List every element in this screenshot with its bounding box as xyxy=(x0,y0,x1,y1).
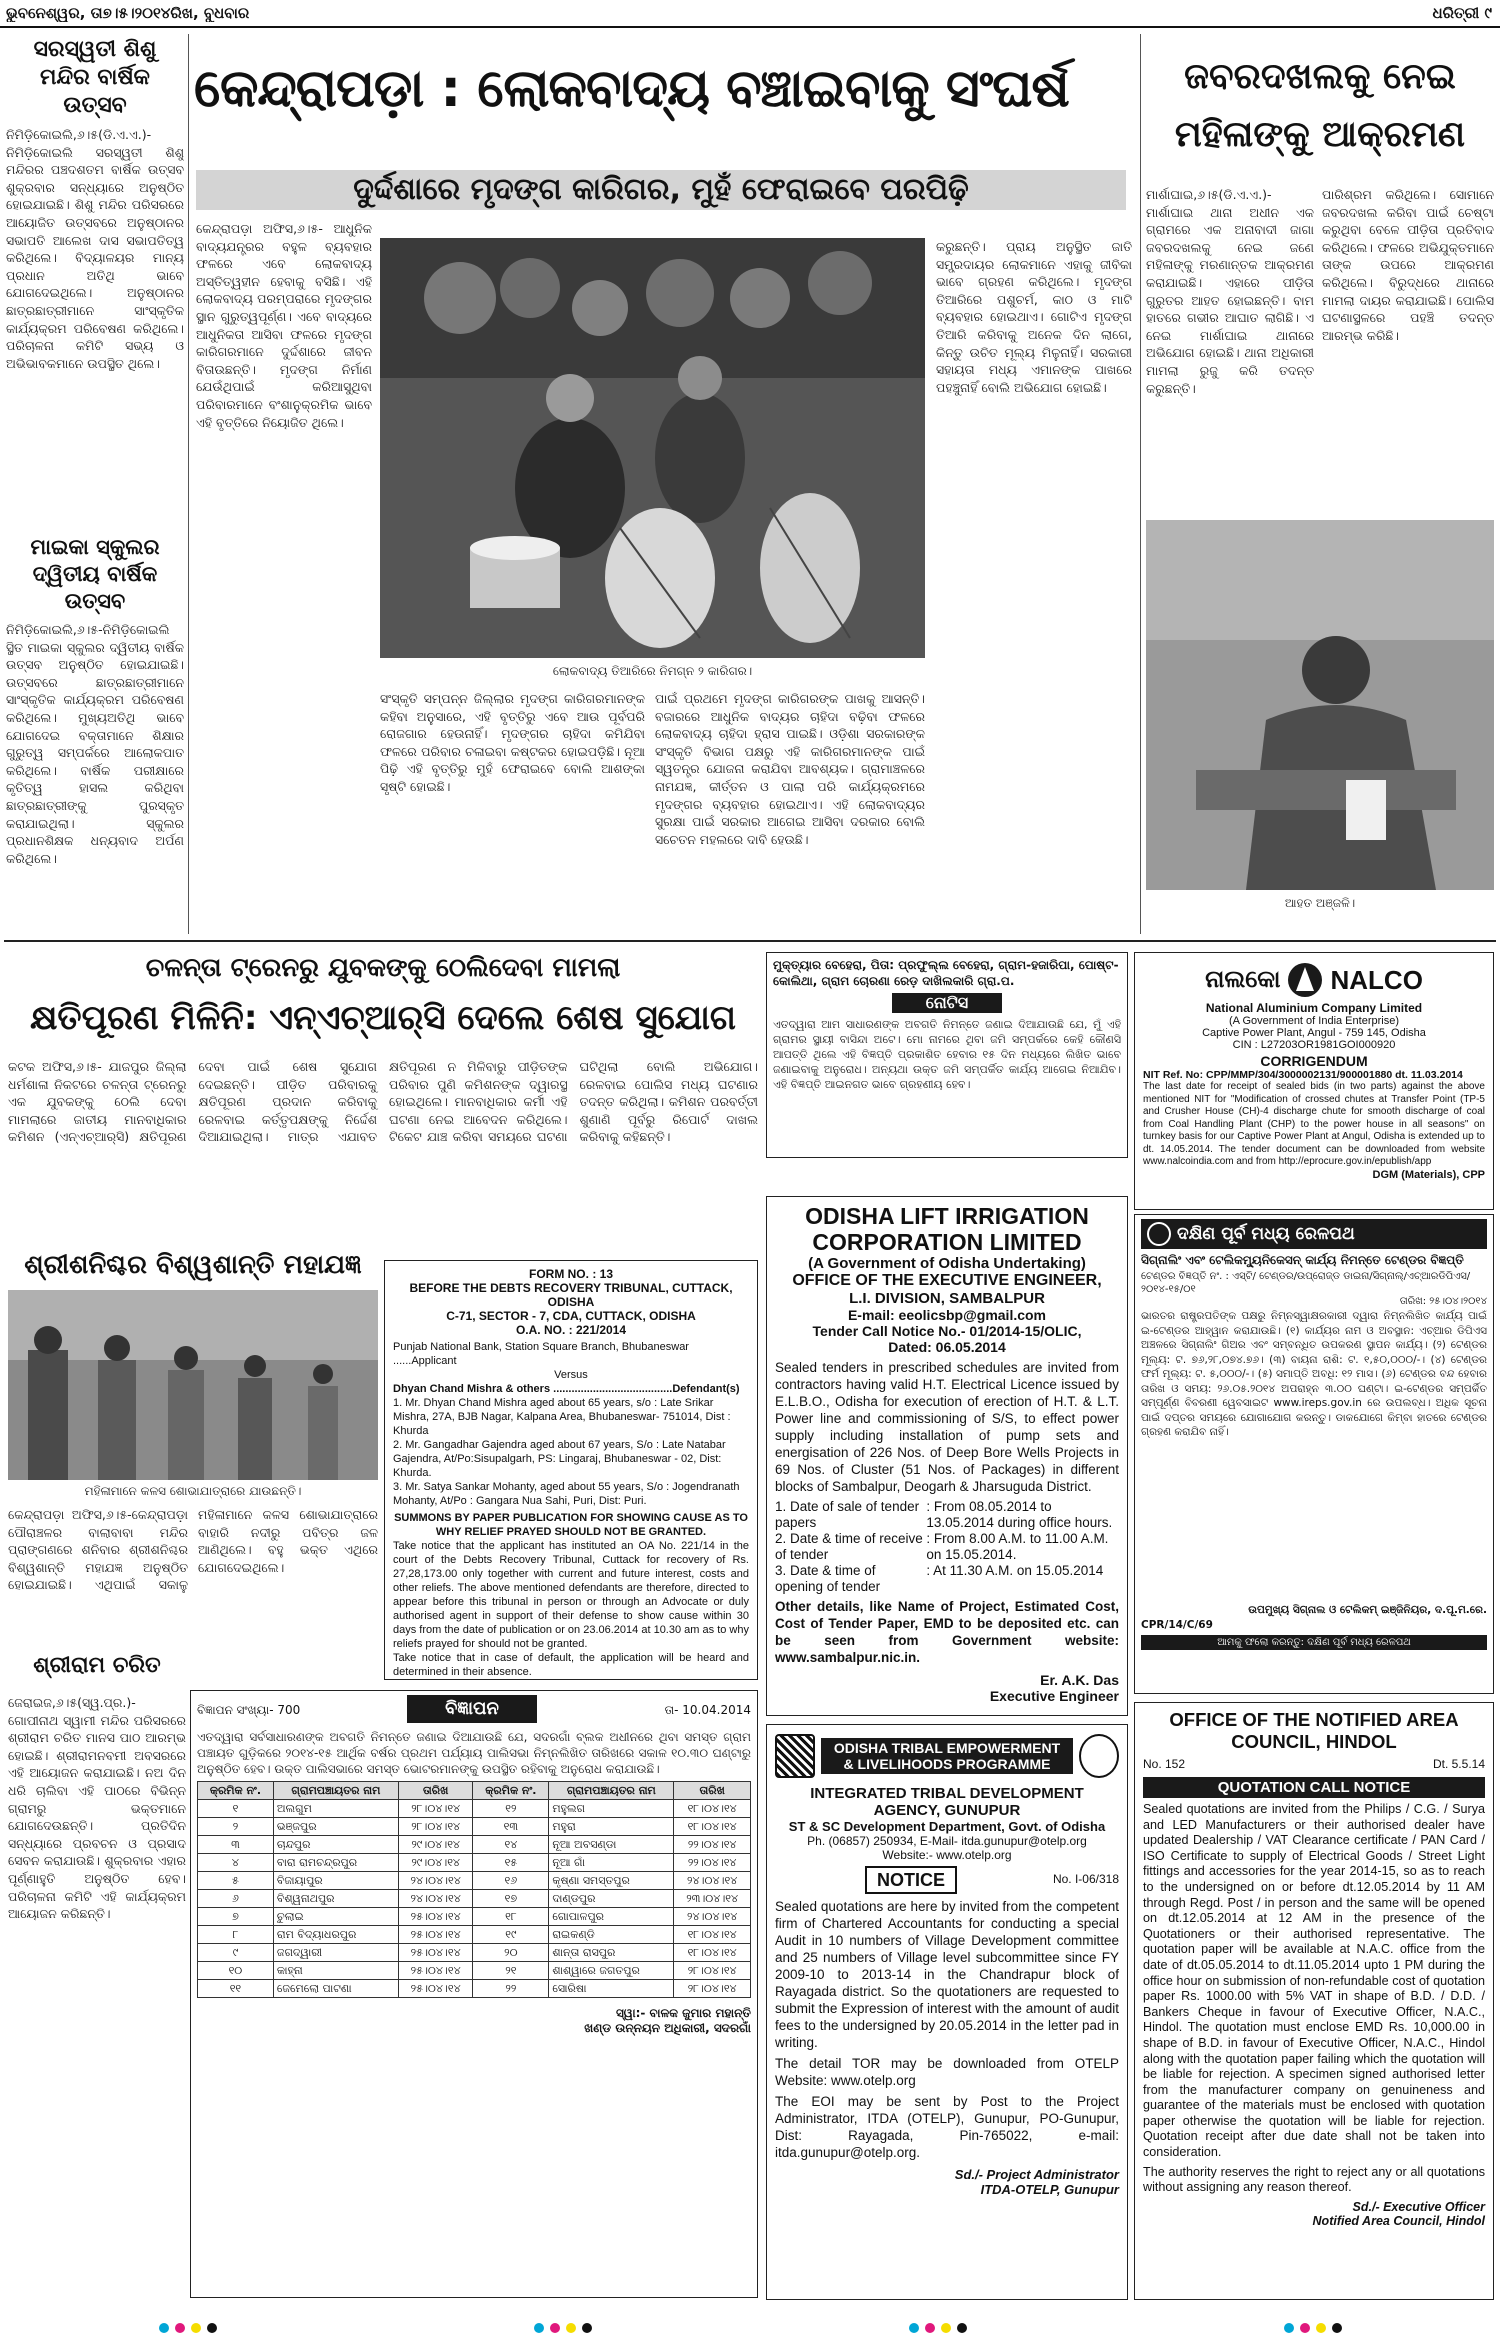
table-cell: ବାରା ରାମଚନ୍ଦ୍ରପୁର xyxy=(273,1854,398,1872)
drt-given xyxy=(393,1679,749,1680)
dateline: ଭୁବନେଶ୍ୱର, ତା୭।୫।୨୦୧୪ରିଖ, ବୁଧବାର xyxy=(6,4,250,22)
railway-subtitle: ସିଗ୍ନାଲିଂ ଏବଂ ଟେଲିକମ୍ୟୁନିକେସନ୍ କାର୍ଯ୍ୟ ନିମନ୍ତେ ଟେଣ୍ଡର ବିଜ୍ଞପ୍ତି xyxy=(1141,1253,1464,1267)
nac-reserve: The authority reserves the right to reject any or all quotations without assigning any reason thereof. xyxy=(1143,2164,1485,2195)
table-header: କ୍ରମିକ ନଂ. xyxy=(473,1782,549,1800)
panchayat-table xyxy=(197,1781,751,1998)
table-cell: ଭଞ୍ଜପୁର xyxy=(273,1818,398,1836)
table-cell: ମହୁରା xyxy=(549,1818,674,1836)
otelp-dept: ST & SC Development Department, Govt. of Odisha xyxy=(788,1819,1106,1834)
table-row xyxy=(198,1926,751,1944)
nalco-sub: (A Government of India Enterprise) xyxy=(1229,1015,1399,1027)
drt-defendant-1: 1. Mr. Dhyan Chand Mishra aged about 65 years, s/o : Late Srikar Mishra, 27A, BJB Nagar, Kalpana Area, Bhubaneswar- 751014, Dist : Khurda xyxy=(393,1397,731,1437)
table-row xyxy=(198,1890,751,1908)
table-cell: ୨ xyxy=(198,1818,274,1836)
oriya-notice-head: ମୁକ୍ତ୍ୟାର ବେହେରା, ପିତା: ପ୍ରଫୁଲ୍ଲ ବେହେରା, ଗ୍ରାମ-ହଜାରିପା, ପୋଷ୍ଟ-କୋଲିଥା, ଗ୍ରାମ ଚୋରଣା ରେଡ଼ ଦାଖିଲକାରି ଗ୍ରା.ପ. xyxy=(773,958,1119,988)
olic-row-label: 3. Date & time of opening of tender xyxy=(775,1563,881,1594)
nac-sign-1: Sd./- Executive Officer xyxy=(1352,2199,1485,2214)
table-cell: ୧୮ xyxy=(473,1908,549,1926)
otelp-agency-2: AGENCY, GUNUPUR xyxy=(873,1802,1021,1819)
nalco-company: National Aluminium Company Limited xyxy=(1205,1001,1423,1015)
drt-notice-text: Take notice that the applicant has instituted an OA No. 221/14 in the court of the Debts Recovery Tribunal, Cuttack for recovery of Rs. 27,28,173.00 only together with current and future interest, costs and other reliefs. The above mentioned defendants are therefore, directed to appear before this tribunal in person or through an Advocate or duly authorised agent in support of their defense to show cause within 30 days from the date of publication or on 23.06.2014 at 10.30 am as to why reliefs prayed for should not be granted. xyxy=(393,1540,749,1650)
table-cell: ସୋରିଷା xyxy=(549,1980,674,1998)
railway-date: ତାରିଖ: ୨୫।୦୪।୨୦୧୪ xyxy=(1399,1296,1487,1307)
lead-headline: କେନ୍ଦ୍ରାପଡ଼ା : ଲୋକବାଦ୍ୟ ବଞ୍ଚାଇବାକୁ ସଂଘର୍ଷ xyxy=(194,59,1069,119)
nalco-brand-hindi: ନାଲକୋ xyxy=(1205,966,1281,993)
table-cell: ରାମ ବିଦ୍ୟାଧରପୁର xyxy=(273,1926,398,1944)
olic-title-2: CORPORATION LIMITED xyxy=(812,1229,1082,1255)
olic-schedule-row xyxy=(775,1563,1119,1595)
advt-date: ତା- 10.04.2014 xyxy=(664,1703,751,1717)
oriya-notice-body: ଏତଦ୍ୱାରା ଆମ ସାଧାରଣଙ୍କ ଅବଗତି ନିମନ୍ତେ ଜଣାଇ ଦିଆଯାଉଛି ଯେ, ମୁଁ ଏହି ଗ୍ରାମର ସ୍ଥାୟୀ ବାସିନ୍ଦା ଅଟେ। ମୋ ନାମରେ ଥିବା ଜମି ସମ୍ପର୍କରେ କେହି କୌଣସି ଆପତ୍ତି ଥିଲେ ଏହି ବିଜ୍ଞପ୍ତି ପ୍ରକାଶିତ ହେବାର ୧୫ ଦିନ ମଧ୍ୟରେ ଲିଖିତ ଭାବେ ଜଣାଇବାକୁ ଅନୁରୋଧ। ଅନ୍ୟଥା ଉକ୍ତ ଜମି ସମ୍ପର୍କିତ କାର୍ଯ୍ୟ ଆଗେଇ ନିଆଯିବ। ଏହି ବିଜ୍ଞପ୍ତି ଆଇନଗତ ଭାବେ ଗ୍ରହଣୀୟ ହେବ। xyxy=(773,1018,1121,1091)
otelp-logo-icon xyxy=(775,1734,815,1778)
yagna-body: କେନ୍ଦ୍ରାପଡ଼ା ଅଫିସ,୬।୫-କେନ୍ଦ୍ରାପଡ଼ା ପୌରାଞ୍ଚଳର ବାଲାବାବା ମନ୍ଦିର ପ୍ରାଙ୍ଗଣରେ ଶନିବାର ଶ୍ରୀଶନିଶ୍ଚର ବିଶ୍ୱଶାନ୍ତି ମହାଯଜ୍ଞ ଅନୁଷ୍ଠିତ ହୋଇଯାଇଛି। ଏଥିପାଇଁ ସକାଳୁ ମହିଳାମାନେ କଳସ ଶୋଭାଯାତ୍ରାରେ ବାହାରି ନଦୀରୁ ପବିତ୍ର ଜଳ ଆଣିଥିଲେ। ବହୁ ଭକ୍ତ ଏଥିରେ ଯୋଗଦେଇଥିଲେ। xyxy=(8,1507,378,1593)
drt-defendant-2: 2. Mr. Gangadhar Gajendra aged about 67 years, S/o : Late Natabar Gajendra, At/Po:Sisupalgarh, PS: Lingaraj, Bhubaneswar - 02, Dist: Khurda. xyxy=(393,1439,726,1479)
right-photo-caption: ଆହତ ଅଞ୍ଜଳି। xyxy=(1284,896,1356,910)
otelp-body: Sealed quotations are here by invited from the competent firm of Chartered Accountants for conducting a special Audit in 10 numbers of Village Development committee and 25 numbers of Village level subcommittee since FY 2009-10 to 2013-14 in the Chandrapur block of Rayagada district. So the quotationers are requested to submit the Expression of interest with the amount of audit fees to the undersigned by 20.05.2014 in the letter pad in writing. xyxy=(775,1899,1119,2050)
olic-dated: Dated: 06.05.2014 xyxy=(888,1339,1006,1355)
table-cell: ଜେମେଲୋ ପାଟଣା xyxy=(273,1980,398,1998)
table-cell: ନୂଆ ଗାଁ xyxy=(549,1854,674,1872)
table-cell: ୮ xyxy=(198,1926,274,1944)
right-body-2: ପାରିଶ୍ରମ କରିଥିଲେ। ସୋମାନେ ଜବରଦଖଲ କରିବା ପାଇଁ ଚେଷ୍ଟା କରୁଥିବା ବେଳେ ପୀଡ଼ିତା ପ୍ରତିବାଦ କରିଥିଲେ। ଫଳରେ ଅଭିଯୁକ୍ତମାନେ ତାଙ୍କ ଉପରେ ଆକ୍ରମଣ କରିଥିଲେ। ବିରୁଦ୍ଧରେ ଥାନାରେ ମାମଲା ଦାୟର କରାଯାଇଛି। ପୋଲିସ ଘଟଣାସ୍ଥଳରେ ପହଞ୍ଚି ତଦନ୍ତ ଆରମ୍ଭ କରିଛି। xyxy=(1322,187,1494,343)
olic-row-value: : From 08.05.2014 to 13.05.2014 during office hours. xyxy=(926,1499,1113,1530)
otelp-title-1: ODISHA TRIBAL EMPOWERMENT xyxy=(833,1740,1061,1756)
table-cell: ୨୪।୦୪।୧୪ xyxy=(398,1890,473,1908)
railway-body: ଭାରତର ରାଷ୍ଟ୍ରପତିଙ୍କ ପକ୍ଷରୁ ନିମ୍ନସ୍ୱାକ୍ଷରକାରୀ ଦ୍ୱାରା ନିମ୍ନଲିଖିତ କାର୍ଯ୍ୟ ପାଇଁ ଇ-ଟେଣ୍ଡର ଆହ୍ୱାନ କରାଯାଉଛି। (୧) କାର୍ଯ୍ୟର ନାମ ଓ ଅବସ୍ଥାନ: ଏଚ୍ଆର ଡିପିଏସ ଅଞ୍ଚଳରେ ସିଗ୍ନାଲିଂ ଗିଅର ଏବଂ ସମ୍ବନ୍ଧିତ ଉପକରଣ ସ୍ଥାପନ କାର୍ଯ୍ୟ। (୨) ଟେଣ୍ଡର ମୂଲ୍ୟ: ଟ. ୭୬,୨୮,୦୭୪.୭୬। (୩) ବାୟନା ରାଶି: ଟ. ୧,୫୦,୦୦୦/-। (୪) ଟେଣ୍ଡର ଫର୍ମ ମୂଲ୍ୟ: ଟ. ୫,୦୦୦/-। (୫) ସମାପ୍ତି ଅବଧି: ୧୨ ମାସ। (୬) ଟେଣ୍ଡର ବନ୍ଦ ହେବାର ତାରିଖ ଓ ସମୟ: ୨୬.୦୫.୨୦୧୪ ଅପରାହ୍ନ ୩.୦୦ ଘଣ୍ଟା। ଇ-ଟେଣ୍ଡର ସମ୍ପର୍କିତ ସମ୍ପୂର୍ଣ୍ଣ ବିବରଣୀ ୱେବସାଇଟ www.ireps.gov.in ରେ ଉପଲବ୍ଧ। ଅଧିକ ସୂଚନା ପାଇଁ ଦପ୍ତର ସମୟରେ ଯୋଗାଯୋଗ କରନ୍ତୁ। ଡାକଯୋଗେ କିମ୍ବା ହାତରେ ଟେଣ୍ଡର ଗ୍ରହଣ କରାଯିବ ନାହିଁ। xyxy=(1141,1310,1487,1438)
otelp-sign-1: Sd./- Project Administrator xyxy=(954,2167,1119,2182)
table-cell: ୧୭ xyxy=(473,1890,549,1908)
story-title-mica: ମାଇକା ସ୍କୁଲର ଦ୍ୱିତୀୟ ବାର୍ଷିକ ଉତ୍ସବ xyxy=(30,535,160,613)
olic-row-label: 1. Date of sale of tender papers xyxy=(775,1499,920,1530)
railway-ref: ଟେଣ୍ଡର ବିଜ୍ଞପ୍ତି ନଂ. : ଏସ୍ଟି/ ଟେଣ୍ଡର/ଉପ୍ରୋଜ୍ଡ ଡାଇନା/ସିଗ୍ନାଲ୍/ଏଚ୍ଆରଡିପିଏସ/୨୦୧୪-୧୫/୦୧ xyxy=(1141,1271,1471,1295)
nac-sign-2: Notified Area Council, Hindol xyxy=(1312,2213,1485,2228)
story-title-saraswati: ସରସ୍ୱତୀ ଶିଶୁ ମନ୍ଦିର ବାର୍ଷିକ ଉତ୍ସବ xyxy=(33,37,157,118)
lead-photo xyxy=(380,238,925,658)
story-body-saraswati: ନିମିଡ଼ିକୋଇଲି,୬।୫(ଡି.ଏ.ଏ.)- ନିମିଡ଼ିକୋଇଲି ସରସ୍ୱତୀ ଶିଶୁ ମନ୍ଦିରର ପଞ୍ଚଦଶତମ ବାର୍ଷିକ ଉତ୍ସବ ଶୁକ୍ରବାର ସନ୍ଧ୍ୟାରେ ଅନୁଷ୍ଠିତ ହୋଇଯାଇଛି। ଶିଶୁ ମନ୍ଦିର ପରିସରରେ ଆୟୋଜିତ ଉତ୍ସବରେ ଅନୁଷ୍ଠାନର ସଭାପତି ଆଲେଖ ଦାସ ସଭାପତିତ୍ୱ କରିଥିଲେ। ବିଦ୍ୟାଳୟର ମାନ୍ୟ ପ୍ରଧାନ ଅତିଥି ଭାବେ ଯୋଗଦେଇଥିଲେ। ଅନୁଷ୍ଠାନର ଛାତ୍ରଛାତ୍ରୀମାନେ ସାଂସ୍କୃତିକ କାର୍ଯ୍ୟକ୍ରମ ପରିବେଷଣ କରିଥିଲେ। ପରିଚାଳନା କମିଟି ସଭ୍ୟ ଓ ଅଭିଭାବକମାନେ ଉପସ୍ଥିତ ଥିଲେ। xyxy=(6,127,184,371)
nac-date: Dt. 5.5.14 xyxy=(1432,1757,1485,1771)
table-cell: ୨୧ xyxy=(473,1962,549,1980)
drt-address: C-71, SECTOR - 7, CDA, CUTTACK, ODISHA xyxy=(446,1309,696,1323)
otelp-contact: Ph. (06857) 250934, E-Mail- itda.gunupur@otelp.org xyxy=(807,1834,1087,1848)
table-cell: ୧୨ xyxy=(473,1800,549,1818)
nac-quotation xyxy=(1134,1702,1494,2300)
olic-tender-no: Tender Call Notice No.- 01/2014-15/OLIC, xyxy=(812,1323,1082,1339)
nac-bar: QUOTATION CALL NOTICE xyxy=(1143,1777,1485,1798)
table-header: ତାରିଖ xyxy=(398,1782,473,1800)
table-row xyxy=(198,1800,751,1818)
table-row xyxy=(198,1836,751,1854)
table-cell: ୨୫।୦୪।୧୪ xyxy=(398,1908,473,1926)
table-cell: ଚାନ୍ଦପୁର xyxy=(273,1836,398,1854)
olic-other: Other details, like Name of Project, Estimated Cost, Cost of Tender Paper, EMD to be deposited etc. can be seen from Government website: www.sambalpur.nic.in. xyxy=(775,1599,1119,1665)
drt-notice xyxy=(384,1260,758,1680)
table-cell: ଶାନ୍ତା ରାସପୁର xyxy=(549,1944,674,1962)
nhrc-headline: କ୍ଷତିପୂରଣ ମିଳିନି: ଏନ୍‌ଏଚ୍‌ଆର୍‌ସି ଦେଲେ ଶେଷ ସୁଯୋଗ xyxy=(29,998,737,1038)
oriya-notice xyxy=(766,952,1128,1158)
drt-versus: Versus xyxy=(554,1369,588,1381)
table-cell: ରାଇକଣ୍ଡି xyxy=(549,1926,674,1944)
table-cell: ୨୮।୦୪।୧୪ xyxy=(398,1818,473,1836)
ramayan-headline: ଶ୍ରୀରାମ ଚରିତ xyxy=(33,1653,161,1678)
advt-signer-title: ଖଣ୍ଡ ଉନ୍ନୟନ ଅଧିକାରୀ, ସଦରଗାଁ xyxy=(584,2021,751,2035)
table-cell: ୨୮।୦୪।୧୪ xyxy=(674,1962,751,1980)
table-cell: ୧୩ xyxy=(473,1818,549,1836)
table-cell: ୪ xyxy=(198,1854,274,1872)
otelp-title-2: & LIVELIHOODS PROGRAMME xyxy=(843,1756,1051,1772)
table-cell: ଜଗଦ୍ୱାରୀ xyxy=(273,1944,398,1962)
lead-subhead: ଦୁର୍ଦ୍ଦଶାରେ ମୃଦଙ୍ଗ କାରିଗର, ମୁହଁ ଫେରାଇବେ ପରପିଢ଼ି xyxy=(196,170,1126,210)
table-cell: ବିଶ୍ୱନାଥପୁର xyxy=(273,1890,398,1908)
table-cell: ୫ xyxy=(198,1872,274,1890)
advt-signer: ସ୍ୱା:- ବାଳକ ଜୁମାର ମହାନ୍ତି xyxy=(615,2006,751,2020)
table-row xyxy=(198,1980,751,1998)
story-body-mica: ନିମିଡ଼ିକୋଇଲି,୬।୫-ନିମିଡ଼ିକୋଇଲି ସ୍ଥିତ ମାଇକା ସ୍କୁଲର ଦ୍ୱିତୀୟ ବାର୍ଷିକ ଉତ୍ସବ ଅନୁଷ୍ଠିତ ହୋଇଯାଇଛି। ଉତ୍ସବରେ ଛାତ୍ରଛାତ୍ରୀମାନେ ସାଂସ୍କୃତିକ କାର୍ଯ୍ୟକ୍ରମ ପରିବେଷଣ କରିଥିଲେ। ମୁଖ୍ୟଅତିଥି ଭାବେ ଯୋଗଦେଇ ବକ୍ତାମାନେ ଶିକ୍ଷାର ଗୁରୁତ୍ୱ ସମ୍ପର୍କରେ ଆଲୋକପାତ କରିଥିଲେ। ବାର୍ଷିକ ପରୀକ୍ଷାରେ କୃତିତ୍ୱ ହାସଲ କରିଥିବା ଛାତ୍ରଛାତ୍ରୀଙ୍କୁ ପୁରସ୍କୃତ କରାଯାଇଥିଲା। ସ୍କୁଲର ପ୍ରଧାନଶିକ୍ଷକ ଧନ୍ୟବାଦ ଅର୍ପଣ କରିଥିଲେ। xyxy=(6,622,184,866)
olic-row-value: : From 8.00 A.M. to 11.00 A.M. on 15.05.2014. xyxy=(926,1531,1109,1562)
table-row xyxy=(198,1818,751,1836)
yagna-photo xyxy=(8,1290,378,1480)
table-cell: ୨୯।୦୪।୧୪ xyxy=(398,1836,473,1854)
advt-body: ଏତଦ୍ୱାରା ସର୍ବସାଧାରଣଙ୍କ ଅବଗତି ନିମନ୍ତେ ଜଣାଇ ଦିଆଯାଉଛି ଯେ, ସଦରଗାଁ ବ୍ଲକ ଅଧୀନରେ ଥିବା ସମସ୍ତ ଗ୍ରାମ ପଞ୍ଚାୟତ ଗୁଡ଼ିକରେ ୨୦୧୪-୧୫ ଆର୍ଥିକ ବର୍ଷର ପ୍ରଥମ ପର୍ଯ୍ୟାୟ ପାଲିସଭା ନିମ୍ନଲିଖିତ ତାରିଖରେ ସକାଳ ୧୦.୩୦ ଘଣ୍ଟାରୁ ଅନୁଷ୍ଠିତ ହେବ। ଉକ୍ତ ପାଲିସଭାରେ ସମସ୍ତ ଭୋଟରମାନଙ୍କୁ ଉପସ୍ଥିତ ରହିବାକୁ ଅନୁରୋଧ କରାଯାଉଛି। xyxy=(197,1730,751,1776)
lead-col-2: ସଂସ୍କୃତି ସମ୍ପନ୍ନ ଜିଲ୍ଲାର ମୃଦଙ୍ଗ କାରିଗରମାନଙ୍କ କହିବା ଅନୁସାରେ, ଏହି ବୃତ୍ତିରୁ ଏବେ ଆଉ ପୂର୍ବପରି ରୋଜଗାର ହେଉନାହିଁ। ମୃଦଙ୍ଗର ଚାହିଦା କମିଯିବା ଫଳରେ ପରିବାର ଚଳାଇବା କଷ୍ଟକର ହୋଇପଡ଼ିଛି। ନୂଆ ପିଢ଼ି ଏହି ବୃତ୍ତିରୁ ମୁହଁ ଫେରାଇବେ ବୋଲି ଆଶଙ୍କା ସୃଷ୍ଟି ହୋଇଛି। xyxy=(380,691,645,794)
table-cell: ୨୫।୦୪।୧୪ xyxy=(398,1962,473,1980)
drt-defendant-3: 3. Mr. Satya Sankar Mohanty, aged about 55 years, S/o : Jogendranath Mohanty, At/Po : Gangara Nua Sahi, Puri, Dist: Puri. xyxy=(393,1481,740,1507)
table-cell: ୯ xyxy=(198,1944,274,1962)
table-cell: ୨୨।୦୪।୧୪ xyxy=(674,1854,751,1872)
table-header: ତାରିଖ xyxy=(674,1782,751,1800)
nalco-brand: NALCO xyxy=(1330,964,1423,995)
nalco-logo-icon xyxy=(1288,963,1322,997)
drum-makers-illustration xyxy=(380,238,925,658)
right-body-1: ମାର୍ଶାଘାଇ,୬।୫(ଡି.ଏ.ଏ.)- ମାର୍ଶାଘାଇ ଥାନା ଅଧୀନ ଏକ ଗ୍ରାମରେ ଏକ ଅନାବାଦୀ ଜାଗା ଜବରଦଖଲକୁ ନେଇ ଜଣେ ମହିଳାଙ୍କୁ ମରଣାନ୍ତକ ଆକ୍ରମଣ କରାଯାଇଛି। ଏହାରେ ପୀଡ଼ିତା ଗୁରୁତର ଆହତ ହୋଇଛନ୍ତି। ବାମ ହାତରେ ଗଭୀର ଆଘାତ ଲାଗିଛି। ଏ ନେଇ ମାର୍ଶାଘାଇ ଥାନାରେ ଅଭିଯୋଗ ହୋଇଛି। ଥାନା ଅଧିକାରୀ ମାମଲା ରୁଜୁ କରି ତଦନ୍ତ କରୁଛନ୍ତି। xyxy=(1146,187,1314,396)
railway-tender xyxy=(1134,1214,1494,1694)
otelp-agency-1: INTEGRATED TRIBAL DEVELOPMENT xyxy=(810,1785,1084,1802)
table-cell: ବିଜାୟାପୁର xyxy=(273,1872,398,1890)
railway-cpr: CPR/14/C/69 xyxy=(1141,1619,1213,1631)
otelp-notice-title: NOTICE xyxy=(865,1866,957,1894)
table-cell: ୨୯।୦୪।୧୪ xyxy=(398,1854,473,1872)
right-photo xyxy=(1146,520,1494,890)
table-cell: ୨୫।୦୪।୧୪ xyxy=(398,1926,473,1944)
table-cell: କୃଷ୍ଣା ସମସ୍ତପୁର xyxy=(549,1872,674,1890)
table-cell: ୧୯ xyxy=(473,1926,549,1944)
railway-footer: ଆମକୁ ଫଲୋ କରନ୍ତୁ: ଦକ୍ଷିଣ ପୂର୍ବ ମଧ୍ୟ ରେଳପଥ xyxy=(1141,1635,1487,1650)
drt-form-no: FORM NO. : 13 xyxy=(528,1267,613,1281)
left-column xyxy=(6,36,184,936)
table-cell: ୨୪।୦୪।୧୪ xyxy=(674,1872,751,1890)
olic-email[interactable]: E-mail: eeolicsbp@gmail.com xyxy=(847,1307,1047,1323)
table-row xyxy=(198,1854,751,1872)
railway-logo-icon xyxy=(1147,1222,1171,1246)
olic-body: Sealed tenders in prescribed schedules are invited from contractors having valid H.T. Electrical Licence issued by E.L.B.O., Odisha for execution of erection of H.T. & L.T. Power line and commissioning of S/S, to effect power supply including installation of pump sets and energisation of 226 Nos. of Deep Bore Wells Projects in 69 Nos. of Cluster (51 Nos. of Packages) in different blocks of Sambalpur, Deogarh & Jharsuguda District. xyxy=(775,1360,1119,1494)
table-cell: ୨୨ xyxy=(473,1980,549,1998)
otelp-tor: The detail TOR may be downloaded from OTELP Website: www.otelp.org xyxy=(775,2056,1119,2088)
table-cell: ୧୧ xyxy=(198,1980,274,1998)
nalco-plant: Captive Power Plant, Angul - 759 145, Odisha xyxy=(1202,1027,1426,1039)
otelp-eoi: The EOI may be sent by Post to the Project Administrator, ITDA (OTELP), Gunupur, PO-Gunupur, Dist: Rayagada, Pin-765022, e-mail: itda.gunupur@otelp.org. xyxy=(775,2094,1119,2160)
kalash-procession-illustration xyxy=(8,1290,378,1480)
table-cell: ନୂଆ ଅବସଣ୍ଡା xyxy=(549,1836,674,1854)
olic-division: L.I. DIVISION, SAMBALPUR xyxy=(849,1290,1045,1307)
nalco-body: The last date for receipt of sealed bids (in two parts) against the above mentioned NIT for "Modification of crossed chutes at Transfer Point (TP-5 and Crusher House (CH)-4 discharge chute for smooth discharge of coal from Coal Handling Plant (CHP) to the power house in all seasons" on turnkey basis for our Captive Power Plant at Angul, Odisha is extended up to dt. 14.05.2014. The tender document can be downloaded from website www.nalcoindia.com and from http://eprocure.gov.in/epublish/app xyxy=(1143,1081,1485,1167)
olic-schedule xyxy=(775,1499,1119,1595)
table-cell: ୨୩।୦୪।୧୪ xyxy=(674,1890,751,1908)
otelp-sign-2: ITDA-OTELP, Gunupur xyxy=(980,2182,1119,2197)
table-row xyxy=(198,1872,751,1890)
column-rule xyxy=(1140,34,1141,934)
nhrc-kicker: ଚଳନ୍ତା ଟ୍ରେନରୁ ଯୁବକଙ୍କୁ ଠେଲିଦେବା ମାମଲା xyxy=(145,953,621,983)
table-header: କ୍ରମିକ ନଂ. xyxy=(198,1782,274,1800)
nalco-corrigendum xyxy=(1134,952,1494,1210)
table-cell: ୧୮।୦୪।୧୪ xyxy=(674,1944,751,1962)
table-cell: ମହୁଲଗ xyxy=(549,1800,674,1818)
yagna-headline: ଶ୍ରୀଶନିଶ୍ଚର ବିଶ୍ୱଶାନ୍ତି ମହାଯଜ୍ଞ xyxy=(24,1250,362,1280)
table-cell: ୧୫ xyxy=(473,1854,549,1872)
drt-summons: SUMMONS BY PAPER PUBLICATION FOR SHOWING CAUSE AS TO WHY RELIEF PRAYED SHOULD NOT BE GRANTED. xyxy=(394,1512,748,1538)
otelp-no: No. I-06/318 xyxy=(1052,1872,1119,1886)
olic-gov: (A Government of Odisha Undertaking) xyxy=(808,1255,1086,1272)
olic-tender xyxy=(766,1196,1128,1716)
registration-marks xyxy=(906,2318,970,2336)
olic-title-1: ODISHA LIFT IRRIGATION xyxy=(805,1203,1089,1229)
lead-col-1: କେନ୍ଦ୍ରାପଡ଼ା ଅଫିସ,୬।୫- ଆଧୁନିକ ବାଦ୍ୟଯନ୍ତ୍ରର ବହୁଳ ବ୍ୟବହାର ଫଳରେ ଏବେ ଲୋକବାଦ୍ୟ ଅସ୍ତିତ୍ୱହୀନ ହେବାକୁ ବସିଛି। ଏହି ଲୋକବାଦ୍ୟ ପରମ୍ପରାରେ ମୃଦଙ୍ଗର ସ୍ଥାନ ଗୁରୁତ୍ୱପୂର୍ଣ୍ଣ। ଏବେ ବାଦ୍ୟରେ ଆଧୁନିକତା ଆସିବା ଫଳରେ ମୃଦଙ୍ଗ କାରିଗରମାନେ ଦୁର୍ଦ୍ଦଶାରେ ଜୀବନ ବିତାଉଛନ୍ତି। ମୃଦଙ୍ଗ ନିର୍ମାଣ ଯେଉଁଥିପାଇଁ କରିଆସୁଥିବା ପରିବାରମାନେ ବଂଶାନୁକ୍ରମିକ ଭାବେ ଏହି ବୃତ୍ତିରେ ନିୟୋଜିତ ଥିଲେ। xyxy=(196,221,372,430)
table-header-row xyxy=(198,1782,751,1800)
section-rule xyxy=(4,940,1496,942)
nalco-sign: DGM (Materials), CPP xyxy=(1372,1168,1485,1181)
nalco-title: CORRIGENDUM xyxy=(1260,1053,1368,1069)
table-cell: କାହ୍ନା xyxy=(273,1962,398,1980)
drt-default-text: Take notice that in case of default, the application will be heard and determined in their absence. xyxy=(393,1652,749,1678)
table-cell: ଅଲଗୁମ xyxy=(273,1800,398,1818)
lead-bottom: ପାଇଁ ପ୍ରଥମେ ମୃଦଙ୍ଗ କାରିଗରଙ୍କ ପାଖକୁ ଆସନ୍ତି। ବଜାରରେ ଆଧୁନିକ ବାଦ୍ୟର ଚାହିଦା ବଢ଼ିବା ଫଳରେ ଲୋକବାଦ୍ୟ ଚାହିଦା ହ୍ରାସ ପାଇଛି। ଓଡ଼ିଶା ସରକାରଙ୍କ ସଂସ୍କୃତି ବିଭାଗ ପକ୍ଷରୁ ଏହି କାରିଗରମାନଙ୍କ ପାଇଁ ସ୍ୱତନ୍ତ୍ର ଯୋଜନା କରାଯିବା ଆବଶ୍ୟକ। ଗ୍ରାମାଞ୍ଚଳରେ ନାମଯଜ୍ଞ, କୀର୍ତ୍ତନ ଓ ପାଲା ପରି କାର୍ଯ୍ୟକ୍ରମରେ ମୃଦଙ୍ଗର ବ୍ୟବହାର ହୋଇଥାଏ। ଏହି ଲୋକବାଦ୍ୟର ସୁରକ୍ଷା ପାଇଁ ସରକାର ଆଗେଇ ଆସିବା ଦରକାର ବୋଲି ସଚେତନ ମହଲରେ ଦାବି ହେଉଛି। xyxy=(655,691,925,847)
table-cell: ୬ xyxy=(198,1890,274,1908)
nalco-nit: NIT Ref. No: CPP/MMP/304/3000002131/900001880 dt. 11.03.2014 xyxy=(1143,1069,1463,1081)
olic-signer-title: Executive Engineer xyxy=(989,1688,1119,1704)
drt-oa-no: O.A. NO. : 221/2014 xyxy=(515,1323,627,1337)
table-cell: ୨୪।୦୪।୧୪ xyxy=(674,1908,751,1926)
drt-defendants-head: Dhyan Chand Mishra & others .......................................Defendant(s) xyxy=(393,1383,740,1395)
table-header: ଗ୍ରାମପଞ୍ଚାୟତର ନାମ xyxy=(549,1782,674,1800)
table-cell: ୧୮।୦୪।୧୪ xyxy=(674,1800,751,1818)
nalco-cin: CIN : L27203OR1981GOI000920 xyxy=(1232,1039,1396,1051)
registration-marks xyxy=(156,2318,220,2336)
table-cell: ୨୫।୦୪।୧୪ xyxy=(398,1944,473,1962)
table-row xyxy=(198,1962,751,1980)
print-registration-strip xyxy=(0,2318,1500,2336)
table-cell: ୨୮।୦୪।୧୪ xyxy=(398,1800,473,1818)
otelp-website[interactable]: Website:- www.otelp.org xyxy=(882,1848,1012,1862)
table-cell: ଚୁଲାଇ xyxy=(273,1908,398,1926)
table-cell: ୧୬ xyxy=(473,1872,549,1890)
olic-row-label: 2. Date & time of receive of tender xyxy=(775,1531,923,1562)
table-cell: ୨୦ xyxy=(473,1944,549,1962)
table-cell: ୧୮।୦୪।୧୪ xyxy=(674,1926,751,1944)
registration-marks xyxy=(1281,2318,1345,2336)
table-cell: ୩ xyxy=(198,1836,274,1854)
table-header: ଗ୍ରାମପଞ୍ଚାୟତର ନାମ xyxy=(273,1782,398,1800)
olic-schedule-row xyxy=(775,1499,1119,1531)
table-cell: ୧ xyxy=(198,1800,274,1818)
right-headline: ଜବରଦଖଲକୁ ନେଇ ମହିଳାଙ୍କୁ ଆକ୍ରମଣ xyxy=(1174,56,1466,155)
lead-photo-caption: ଲୋକବାଦ୍ୟ ତିଆରିରେ ନିମଗ୍ନ ୨ କାରିଗର। xyxy=(552,664,753,678)
table-cell: ୨୪।୦୪।୧୪ xyxy=(398,1872,473,1890)
lead-col-3: କରୁଛନ୍ତି। ପ୍ରାୟ ଅନୁସ୍ଥିତ ଜାତି ସମ୍ପ୍ରଦାୟର ଲୋକମାନେ ଏହାକୁ ଜୀବିକା ଭାବେ ଗ୍ରହଣ କରିଥିଲେ। ମୃଦଙ୍ଗ ତିଆରିରେ ପଶୁଚର୍ମ, କାଠ ଓ ମାଟି ବ୍ୟବହାର ହୋଇଥାଏ। ଗୋଟିଏ ମୃଦଙ୍ଗ ତିଆରି କରିବାକୁ ଅନେକ ଦିନ ଲାଗେ, କିନ୍ତୁ ଉଚିତ ମୂଲ୍ୟ ମିଳୁନାହିଁ। ସରକାରୀ ସହାୟତା ମଧ୍ୟ ଏମାନଙ୍କ ପାଖରେ ପହଞ୍ଚୁନାହିଁ ବୋଲି ଅଭିଯୋଗ ହୋଇଛି। xyxy=(936,239,1132,395)
table-cell: ୨୫।୦୪।୧୪ xyxy=(398,1980,473,1998)
table-cell: ଶାଶ୍ୱାରେ ଜଗତପୁର xyxy=(549,1962,674,1980)
nac-title-2: COUNCIL, HINDOL xyxy=(1231,1731,1397,1752)
table-cell: ୧୦ xyxy=(198,1962,274,1980)
nac-no: No. 152 xyxy=(1143,1757,1186,1771)
otelp-notice xyxy=(766,1724,1128,2300)
nac-body: Sealed quotations are invited from the Philips / C.G. / Surya and LED Manufacturers or their authorised dealer have updated Dealership / VAT Clearance certificate / PAN Card / ISO Certificate to supply of Electrical Goods / Street Light fittings and accessories for the year 2014-15, so as to reach to the undersigned on or before dt.12.05.2014 by 11 AM through Regd. Post / in person and the same will be opened on dt.12.05.2014 at 12 AM in the presence of the Quotationers or their authorised representative. The quotation paper will be available at N.A.C. office from the date of dt.05.05.2014 to dt.11.05.2014 upto 1 PM during the office hour on submission of non-refundable cost of quotation paper Rs. 1000.00 with 5% VAT in shape of B.D. / D.D. / Bankers Cheque in favour of Executive Officer, N.A.C., Hindol. The quotation must enclose EMD Rs. 10,000.00 in shape of B.D. in favour of Executive Officer, N.A.C., Hindol along with the quotation paper failing which the quotation will be liable for rejection. A specimen signed authorised letter from the manufacturer company on genuineness and guarantee of the materials must be enclosed with quotation paper otherwise the quotation will be liable for rejection. Quotation receipt after due date shall not be taken into consideration. xyxy=(1143,1802,1485,2160)
ramayan-body: ଜେରାଇଜ,୬।୫(ସ୍ୱ.ପ୍ର.)- ଗୋପୀନାଥ ସ୍ୱାମୀ ମନ୍ଦିର ପରିସରରେ ଶ୍ରୀରାମ ଚରିତ ମାନସ ପାଠ ଆରମ୍ଭ ହୋଇଛି। ଶ୍ରୀରାମନବମୀ ଅବସରରେ ଏହି ଆୟୋଜନ କରାଯାଇଛି। ନଅ ଦିନ ଧରି ଚାଲିବା ଏହି ପାଠରେ ବିଭିନ୍ନ ଗ୍ରାମରୁ ଭକ୍ତମାନେ ଯୋଗଦେଉଛନ୍ତି। ପ୍ରତିଦିନ ସନ୍ଧ୍ୟାରେ ପ୍ରବଚନ ଓ ପ୍ରସାଦ ସେବନ କରାଯାଉଛି। ଶୁକ୍ରବାର ଏହାର ପୂର୍ଣ୍ଣାହୁତି ଅନୁଷ୍ଠିତ ହେବ। ପରିଚାଳନା କମିଟି ଏହି କାର୍ଯ୍ୟକ୍ରମ ଆୟୋଜନ କରିଛନ୍ତି। xyxy=(8,1695,186,1922)
yagna-caption: ମହିଳାମାନେ କଳସ ଶୋଭାଯାତ୍ରାରେ ଯାଉଛନ୍ତି। xyxy=(84,1484,302,1498)
nac-title-1: OFFICE OF THE NOTIFIED AREA xyxy=(1169,1709,1459,1730)
olic-signer: Er. A.K. Das xyxy=(1040,1672,1119,1688)
olic-office: OFFICE OF THE EXECUTIVE ENGINEER, xyxy=(792,1272,1102,1289)
injured-woman-illustration xyxy=(1146,520,1494,890)
oriya-notice-title: ନୋଟିସ xyxy=(892,993,1002,1013)
table-row xyxy=(198,1944,751,1962)
column-rule xyxy=(188,34,189,934)
drt-applicant: Punjab National Bank, Station Square Branch, Bhubaneswar ......Applicant xyxy=(393,1341,689,1367)
table-cell: ଦାଣ୍ଡପୁର xyxy=(549,1890,674,1908)
table-row xyxy=(198,1908,751,1926)
railway-title: ଦକ୍ଷିଣ ପୂର୍ବ ମଧ୍ୟ ରେଳପଥ xyxy=(1177,1224,1355,1244)
odisha-emblem-icon xyxy=(1079,1734,1119,1778)
table-cell: ୧୪ xyxy=(473,1836,549,1854)
drt-tribunal: BEFORE THE DEBTS RECOVERY TRIBUNAL, CUTTACK, ODISHA xyxy=(409,1281,733,1309)
advt-number: ବିଜ୍ଞାପନ ସଂଖ୍ୟା- 700 xyxy=(197,1703,301,1717)
advt-title: ବିଜ୍ଞାପନ xyxy=(407,1695,537,1723)
page-label: ଧରିତ୍ରୀ ୯ xyxy=(1432,4,1492,22)
table-cell: ୧୮।୦୪।୧୪ xyxy=(674,1818,751,1836)
table-cell: ୨୮।୦୪।୧୪ xyxy=(674,1980,751,1998)
registration-marks xyxy=(531,2318,595,2336)
table-cell: ଗୋପାଳପୁର xyxy=(549,1908,674,1926)
nhrc-body: କଟକ ଅଫିସ,୬।୫- ଯାଜପୁର ଜିଲ୍ଲା ଧର୍ମଶାଳା ନିକଟରେ ଚଳନ୍ତା ଟ୍ରେନରୁ ଏକ ଯୁବକଙ୍କୁ ଠେଲି ଦେବା ମାମଲାରେ ଜାତୀୟ ମାନବାଧିକାର କମିଶନ (ଏନ୍‌ଏଚ୍‌ଆର୍‌ସି) କ୍ଷତିପୂରଣ ଦେବା ପାଇଁ ଶେଷ ସୁଯୋଗ ଦେଇଛନ୍ତି। ପୀଡ଼ିତ ପରିବାରକୁ କ୍ଷତିପୂରଣ ପ୍ରଦାନ କରିବାକୁ ରେଳବାଇ କର୍ତ୍ତୃପକ୍ଷଙ୍କୁ ନିର୍ଦ୍ଦେଶ ଦିଆଯାଇଥିଲା। ମାତ୍ର ଏଯାବତ କ୍ଷତିପୂରଣ ନ ମିଳିବାରୁ ପୀଡ଼ିତଙ୍କ ପରିବାର ପୁଣି କମିଶନଙ୍କ ଦ୍ୱାରସ୍ଥ ହୋଇଥିଲେ। ମାନବାଧିକାର କର୍ମୀ ଏହି ଘଟଣା ନେଇ ଆବେଦନ କରିଥିଲେ। ଟିକେଟ ଯାଞ୍ଚ କରିବା ସମୟରେ ଘଟଣା ଘଟିଥିଲା ବୋଲି ଅଭିଯୋଗ। ରେଳବାଇ ପୋଲିସ ମଧ୍ୟ ଘଟଣାର ତଦନ୍ତ କରିଥିଲା। କମିଶନ ପରବର୍ତ୍ତୀ ଶୁଣାଣି ପୂର୍ବରୁ ରିପୋର୍ଟ ଦାଖଲ କରିବାକୁ କହିଛନ୍ତି। xyxy=(8,1059,758,1145)
bdo-advertisement xyxy=(190,1690,758,2298)
masthead xyxy=(0,0,1500,28)
table-cell: ୨୨।୦୪।୧୪ xyxy=(674,1836,751,1854)
railway-sign: ଉପମୁଖ୍ୟ ସିଗ୍ନାଲ ଓ ଟେଲିକମ୍ ଇଞ୍ଜିନିୟର, ଦ.ପୂ.ମ.ରେ. xyxy=(1248,1604,1487,1616)
olic-row-value: : At 11.30 A.M. on 15.05.2014 xyxy=(926,1563,1104,1578)
olic-schedule-row xyxy=(775,1531,1119,1563)
table-cell: ୭ xyxy=(198,1908,274,1926)
